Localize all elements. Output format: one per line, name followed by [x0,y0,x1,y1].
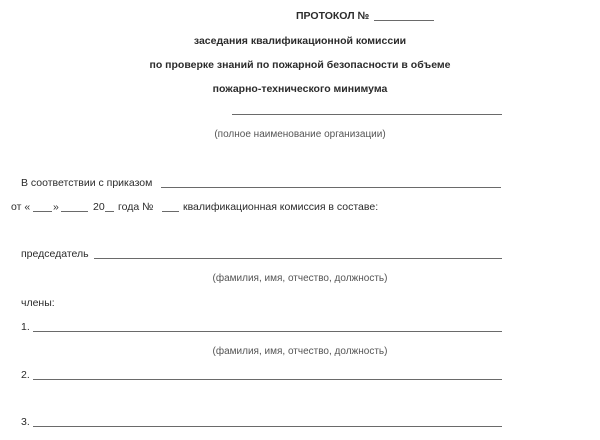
header-line-2: по проверке знаний по пожарной безопасности в объеме [149,59,451,71]
members-label: члены: [21,297,55,309]
order-day-blank[interactable] [33,211,52,212]
member-1-blank[interactable] [33,331,502,332]
member-2-blank[interactable] [33,379,502,380]
organization-caption: (полное наименование организации) [214,129,386,140]
order-year-suffix: года № [118,201,154,213]
member-2-number: 2. [21,369,30,381]
header-line-3: пожарно-технического минимума [212,83,388,95]
header-line-1: заседания квалификационной комиссии [193,35,407,47]
chairman-blank[interactable] [94,258,502,259]
chairman-caption: (фамилия, имя, отчество, должность) [212,273,388,284]
order-number-blank[interactable] [162,211,179,212]
member-1-caption: (фамилия, имя, отчество, должность) [212,346,388,357]
member-1-number: 1. [21,321,30,333]
member-3-number: 3. [21,416,30,428]
order-from: от « [11,201,31,213]
order-year-prefix: 20 [93,201,105,213]
order-blank[interactable] [161,187,501,188]
order-prefix: В соответствии с приказом [21,177,153,189]
chairman-label: председатель [21,248,89,260]
protocol-number-blank[interactable] [374,20,434,21]
member-3-blank[interactable] [33,426,502,427]
protocol-title [296,10,369,22]
organization-name-blank[interactable] [232,114,502,115]
order-composition: квалификационная комиссия в составе: [183,201,379,213]
order-close-quote: » [53,201,59,213]
order-month-blank[interactable] [61,211,88,212]
order-year-blank[interactable] [105,211,114,212]
protocol-title-text: ПРОТОКОЛ № [296,10,370,22]
